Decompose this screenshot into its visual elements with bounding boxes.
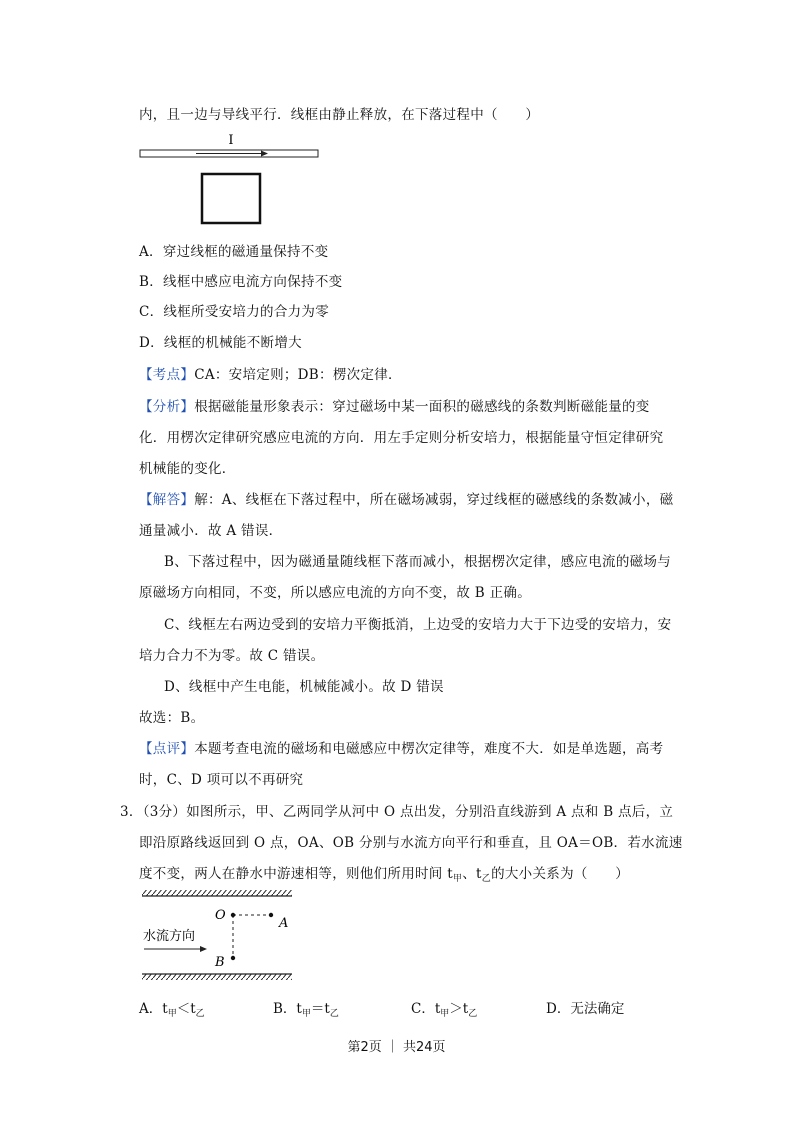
- fenxi-text-1: 根据磁能量形象表示：穿过磁场中某一面积的磁感线的条数判断磁能量的变: [194, 399, 650, 415]
- q3-stem-line-1: 3．（3分）如图所示，甲、乙两同学从河中 O 点出发，分别沿直线游到 A 点和 B 点后，立: [120, 804, 674, 820]
- q3-option-c: [411, 997, 477, 1019]
- bottom-bank-hatch: [142, 974, 292, 980]
- fenxi-line-3: 机械能的变化．: [139, 461, 236, 477]
- dianping-text-1: 本题考查电流的磁场和电磁感应中楞次定律等，难度不大．如是单选题，高考: [194, 741, 664, 757]
- q3-stem-line-2: 即沿原路线返回到 O 点，OA、OB 分别与水流方向平行和垂直，且 OA＝OB．若水流速: [139, 835, 683, 851]
- q2-option-d: D．线框的机械能不断增大: [139, 335, 302, 351]
- wire-loop-figure: [136, 130, 326, 226]
- q3-stem-line-3: [139, 862, 629, 884]
- q3-option-b-sub1: 甲: [301, 1009, 311, 1019]
- dianping-line-1: [139, 737, 663, 757]
- flow-direction-label: 水流方向: [143, 929, 196, 944]
- jieda-line-1: [139, 488, 673, 508]
- top-bank-hatch: [142, 890, 292, 896]
- q2-option-a: A．穿过线框的磁通量保持不变: [139, 244, 329, 260]
- jieda-line-5: C、线框左右两边受到的安培力平衡抵消，上边受的安培力大于下边受的安培力，安: [164, 617, 672, 633]
- jieda-line-4: 原磁场方向相同，不变，所以感应电流的方向不变，故 B 正确。: [139, 585, 532, 601]
- q3-option-a-sub1: 甲: [167, 1009, 177, 1019]
- q3-option-b: [273, 997, 339, 1019]
- q3-option-a: [139, 997, 205, 1019]
- label-o: O: [215, 908, 226, 923]
- fenxi-line-2: 化．用楞次定律研究感应电流的方向．用左手定则分析安培力，根据能量守恒定律研究: [139, 430, 664, 446]
- t-yi-subscript: 乙: [481, 874, 492, 884]
- dianping-line-2: 时，C、D 项可以不再研究: [139, 772, 304, 788]
- q3-option-c-sub2: 乙: [468, 1009, 478, 1019]
- current-label: I: [228, 133, 234, 148]
- q3-option-a-pre: A．t: [139, 1001, 168, 1017]
- q3-stem-line-3-mid: 、t: [462, 866, 482, 882]
- q2-option-c: C．线框所受安培力的合力为零: [139, 304, 330, 320]
- jieda-line-3: B、下落过程中，因为磁通量随线框下落而减小，根据楞次定律，感应电流的磁场与: [164, 554, 672, 570]
- q3-option-b-sub2: 乙: [329, 1009, 339, 1019]
- fenxi-tag: 【分析】: [139, 399, 195, 415]
- label-a: A: [279, 916, 289, 931]
- t-jia-subscript: 甲: [452, 874, 463, 884]
- fenxi-line-1: [139, 395, 650, 415]
- dianping-tag: 【点评】: [139, 741, 195, 757]
- flow-arrowhead: [200, 946, 207, 952]
- page-footer: 第2页 ｜ 共24页: [347, 1040, 446, 1055]
- jieda-tag: 【解答】: [139, 492, 195, 508]
- point-b: [231, 956, 235, 960]
- q3-option-a-sub2: 乙: [195, 1009, 205, 1019]
- river-figure: [138, 888, 298, 986]
- jieda-line-7: D、线框中产生电能，机械能减小。故 D 错误: [164, 679, 444, 695]
- jieda-line-8: 故选：B。: [139, 710, 205, 726]
- wire-loop: [202, 174, 260, 223]
- kaodian-tag: 【考点】: [139, 367, 195, 383]
- jieda-line-6: 培力合力不为零。故 C 错误。: [139, 648, 325, 664]
- kaodian-text: CA：安培定则；DB：楞次定律．: [194, 367, 402, 383]
- current-arrowhead: [261, 151, 268, 157]
- q2-option-b: B．线框中感应电流方向保持不变: [139, 274, 343, 290]
- kaodian-line: [139, 363, 402, 383]
- q3-option-b-pre: B．t: [273, 1001, 302, 1017]
- q3-option-c-pre: C．t: [411, 1001, 441, 1017]
- label-b: B: [215, 955, 225, 970]
- jieda-line-2: 通量减小．故 A 错误．: [139, 523, 283, 539]
- q3-stem-line-3-pre: 度不变，两人在静水中游速相等，则他们所用时间 t: [139, 866, 453, 882]
- point-o: [231, 913, 235, 917]
- q3-option-d: D．无法确定: [546, 1001, 625, 1017]
- q3-option-b-mid: ＝t: [310, 1001, 330, 1017]
- q3-option-c-mid: ＞t: [449, 1001, 469, 1017]
- point-a: [269, 913, 273, 917]
- q2-stem-tail: 内，且一边与导线平行．线框由静止释放，在下落过程中（ ）: [139, 107, 540, 123]
- jieda-text-1: 解：A、线框在下落过程中，所在磁场减弱，穿过线框的磁感线的条数减小，磁: [194, 492, 674, 508]
- q3-option-a-mid: ＜t: [176, 1001, 196, 1017]
- q3-option-c-sub1: 甲: [440, 1009, 450, 1019]
- q3-stem-line-3-post: 的大小关系为（ ）: [491, 866, 630, 882]
